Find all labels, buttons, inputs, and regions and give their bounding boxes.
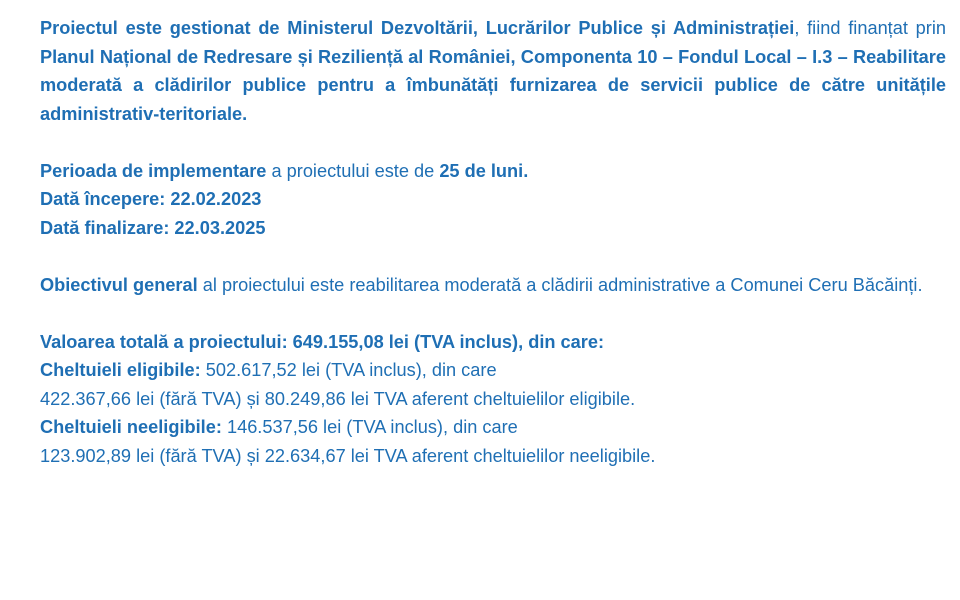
non-eligible-text: 146.537,56 lei (TVA inclus), din care	[221, 417, 518, 437]
start-date: Dată începere: 22.02.2023	[40, 189, 262, 209]
total-value: Valoarea totală a proiectului: 649.155,08 lei (TVA inclus), din care:	[40, 331, 605, 352]
eligible-label: Cheltuieli eligibile:	[40, 360, 201, 380]
ministry-name: Proiectul este gestionat de Ministerul Dezvoltării, Lucrărilor Publice și Administrației	[40, 18, 795, 38]
spacer	[40, 242, 946, 271]
spacer	[40, 299, 946, 328]
program-name: Planul Național de Redresare și Reziliență al României, Componenta 10 – Fondul Local – I.3 – Reabilitare moderată a clădirilor publice pentru a îmbunătăți furnizarea de servicii publice de către unitățile administrativ-teritoriale.	[40, 46, 946, 124]
end-date: Dată finalizare: 22.03.2025	[40, 217, 266, 238]
document-body	[40, 14, 946, 470]
period-label: Perioada de implementare	[40, 160, 267, 181]
non-eligible-label: Cheltuieli neeligibile:	[40, 417, 222, 437]
eligible-detail: 422.367,66 lei (fără TVA) și 80.249,86 lei TVA aferent cheltuielilor eligibile.	[40, 388, 636, 409]
period-duration: 25 de luni.	[439, 160, 529, 181]
non-eligible-costs	[40, 413, 946, 442]
intro-paragraph	[40, 14, 946, 128]
objective-text: al proiectului este reabilitarea moderată a clădirii administrative a Comunei Ceru Băcăinți.	[197, 274, 923, 295]
period-text: a proiectului este de	[266, 160, 440, 181]
objective-label: Obiectivul general	[40, 274, 198, 295]
spacer	[40, 128, 946, 157]
objective-paragraph	[40, 271, 946, 300]
non-eligible-detail: 123.902,89 lei (fără TVA) și 22.634,67 lei TVA aferent cheltuielilor neeligibile.	[40, 445, 656, 466]
period-paragraph	[40, 157, 946, 186]
financing-text: , fiind finanțat prin	[794, 18, 946, 38]
eligible-costs	[40, 356, 946, 385]
eligible-text: 502.617,52 lei (TVA inclus), din care	[200, 360, 497, 380]
